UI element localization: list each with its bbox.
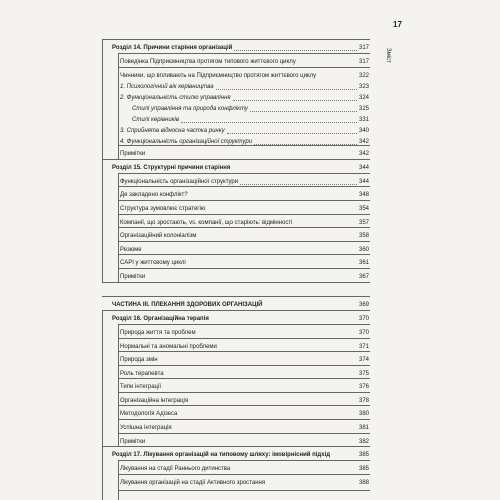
dot-leader <box>233 100 357 101</box>
frame-line <box>102 310 103 446</box>
rule-line <box>118 392 370 393</box>
toc-entry-title: Функціональність організаційної структури <box>120 179 239 185</box>
running-head: Зміст <box>385 48 391 63</box>
rule-line <box>118 67 370 68</box>
toc-entry-title: Розділ 17. Лікування організацій на типовому шляху: імовірнісний підхід <box>112 452 331 458</box>
toc-entry-title: САРІ у життєвому циклі <box>120 260 186 266</box>
toc-entry[interactable] <box>120 245 369 255</box>
toc-entry[interactable] <box>120 204 369 214</box>
toc-entry-page: 378 <box>358 398 369 404</box>
toc-entry-page: 371 <box>358 344 369 350</box>
toc-entry[interactable] <box>120 71 369 81</box>
toc-entry[interactable] <box>132 115 369 125</box>
toc-entry-page: 360 <box>358 247 369 253</box>
rule-line <box>118 241 370 242</box>
toc-entry[interactable] <box>112 300 369 310</box>
rule-line <box>118 365 370 366</box>
toc-entry-page: 388 <box>358 480 369 486</box>
toc-entry-page: 317 <box>358 45 369 51</box>
toc-entry-page: 381 <box>358 425 369 431</box>
rule-line <box>118 173 370 174</box>
frame-line <box>102 39 103 159</box>
toc-entry-page: 385 <box>358 452 369 458</box>
toc-entry-page: 344 <box>358 165 369 171</box>
toc-entry-page: 361 <box>358 260 369 266</box>
toc-entry[interactable] <box>120 137 369 147</box>
toc-entry-title: Природа життя та проблем <box>120 330 196 336</box>
rule-line <box>118 460 370 461</box>
toc-entry[interactable] <box>120 369 369 379</box>
dot-leader <box>250 111 357 112</box>
toc-entry-page: 354 <box>358 206 369 212</box>
toc-entry[interactable] <box>120 464 369 474</box>
toc-entry-page: 323 <box>358 84 369 90</box>
toc-entry-title: Роль терапевта <box>120 371 164 377</box>
toc-entry[interactable] <box>120 478 369 488</box>
rule-line <box>118 200 370 201</box>
rule-line <box>118 490 370 491</box>
toc-entry-title: 4. Функціональність організаційної структури <box>120 139 253 145</box>
toc-entry[interactable] <box>120 218 369 228</box>
toc-entry[interactable] <box>120 126 369 136</box>
dot-leader <box>216 89 357 90</box>
toc-entry-title: Примітки <box>120 439 146 445</box>
toc-entry[interactable] <box>120 272 369 282</box>
toc-entry[interactable] <box>120 328 369 338</box>
toc-entry-title: Резюме <box>120 247 142 253</box>
toc-entry-page: 324 <box>358 95 369 101</box>
toc-entry[interactable] <box>120 82 369 92</box>
dot-leader <box>227 133 357 134</box>
rule-line <box>102 310 370 311</box>
rule-line <box>118 338 370 339</box>
toc-entry-title: Стилі управління та природа конфлікту <box>132 106 248 112</box>
rule-line <box>118 433 370 434</box>
toc-entry-title: Чинники, що впливають на Підприємництво протягом життєвого циклу <box>120 73 317 79</box>
toc-entry-title: 2. Функціональність стилю управління <box>120 95 231 101</box>
toc-entry-title: 3. Сприйнята відносна частка ринку <box>120 128 225 134</box>
toc-entry-page: 367 <box>358 274 369 280</box>
frame-line <box>118 324 119 446</box>
rule-line <box>102 159 370 160</box>
toc-entry-page: 369 <box>358 302 369 308</box>
toc-entry[interactable] <box>120 93 369 103</box>
toc-entry[interactable] <box>120 190 369 200</box>
toc-entry[interactable] <box>120 149 369 159</box>
toc-entry-page: 376 <box>358 384 369 390</box>
toc-entry[interactable] <box>120 258 369 268</box>
dot-leader <box>240 184 357 185</box>
toc-entry[interactable] <box>120 409 369 419</box>
toc-entry-page: 331 <box>358 117 369 123</box>
toc-entry[interactable] <box>112 314 369 324</box>
toc-entry-page: 342 <box>358 139 369 145</box>
toc-entry-title: Примітки <box>120 151 146 157</box>
frame-line <box>118 53 119 159</box>
toc-entry-title: Компанії, що зростають, vs. компанії, що старіють: відмінності <box>120 220 293 226</box>
toc-entry-title: Типи інтеграції <box>120 384 161 390</box>
toc-entry[interactable] <box>120 423 369 433</box>
toc-entry[interactable] <box>120 396 369 406</box>
frame-line <box>102 159 103 282</box>
frame-line <box>118 173 119 282</box>
toc-entry-title: Стилі керівників <box>132 117 179 123</box>
toc-entry[interactable] <box>120 177 369 187</box>
rule-line <box>118 268 370 269</box>
frame-line <box>102 446 103 500</box>
toc-entry[interactable] <box>120 231 369 241</box>
dot-leader <box>234 50 357 51</box>
toc-entry[interactable] <box>120 437 369 447</box>
toc-entry-title: Організаційний колоніалізм <box>120 233 197 239</box>
toc-entry-page: 325 <box>358 106 369 112</box>
toc-entry-title: Де закладено конфлікт? <box>120 192 188 198</box>
rule-line <box>118 419 370 420</box>
rule-line <box>102 39 370 40</box>
rule-line <box>102 296 370 297</box>
toc-entry-title: Лікування організацій на стадії Активного зростання <box>120 480 266 486</box>
dot-leader <box>254 144 357 145</box>
toc-entry-page: 322 <box>358 73 369 79</box>
toc-entry[interactable] <box>112 163 369 173</box>
toc-entry-title: Розділ 14. Причини старіння організацій <box>112 45 233 51</box>
toc-entry-page: 342 <box>358 151 369 157</box>
toc-entry-page: 370 <box>358 316 369 322</box>
toc-entry-page: 382 <box>358 439 369 445</box>
toc-entry-title: ЧАСТИНА III. ПЛЕКАННЯ ЗДОРОВИХ ОРГАНІЗАЦІЙ <box>112 302 263 308</box>
toc-entry-title: 1. Психологічний вік керівництва <box>120 84 214 90</box>
rule-line <box>118 214 370 215</box>
page-number: 17 <box>393 20 402 29</box>
toc-entry-page: 358 <box>358 233 369 239</box>
rule-line <box>118 474 370 475</box>
toc-entry-title: Методологія Адізеса <box>120 411 178 417</box>
toc-entry[interactable] <box>120 355 369 365</box>
toc-entry-title: Нормальні та аномальні проблеми <box>120 344 217 350</box>
frame-line <box>118 460 119 500</box>
toc-entry-page: 380 <box>358 411 369 417</box>
toc-entry-page: 348 <box>358 192 369 198</box>
toc-entry-title: Структура зумовлює стратегію <box>120 206 206 212</box>
toc-entry-title: Успішна інтеграція <box>120 425 172 431</box>
toc-entry-page: 370 <box>358 330 369 336</box>
toc-entry[interactable] <box>120 57 369 67</box>
toc-entry-page: 385 <box>358 466 369 472</box>
toc-entry-title: Природа змін <box>120 357 158 363</box>
toc-entry-title: Розділ 16. Організаційна терапія <box>112 316 209 322</box>
toc-entry[interactable] <box>120 342 369 352</box>
rule-line <box>102 282 370 283</box>
toc-entry-page: 374 <box>358 357 369 363</box>
toc-entry-title: Примітки <box>120 274 146 280</box>
rule-line <box>118 53 370 54</box>
rule-line <box>118 324 370 325</box>
toc-entry[interactable] <box>112 43 369 53</box>
toc-entry-page: 357 <box>358 220 369 226</box>
toc-entry[interactable] <box>112 450 369 460</box>
toc-entry-page: 375 <box>358 371 369 377</box>
dot-leader <box>181 122 357 123</box>
toc-entry-page: 340 <box>358 128 369 134</box>
toc-entry-title: Розділ 15. Структурні причини старіння <box>112 165 231 171</box>
toc-entry-title: Організаційна інтеграція <box>120 398 189 404</box>
toc-entry-title: Лікування на стадії Раннього дитинства <box>120 466 231 472</box>
toc-entry-page: 344 <box>358 179 369 185</box>
toc-entry[interactable] <box>132 104 369 114</box>
toc-entry-title: Поведінка Підприємництва протягом типового життєвого циклу <box>120 59 296 65</box>
toc-entry[interactable] <box>120 382 369 392</box>
toc-entry-page: 317 <box>358 59 369 65</box>
